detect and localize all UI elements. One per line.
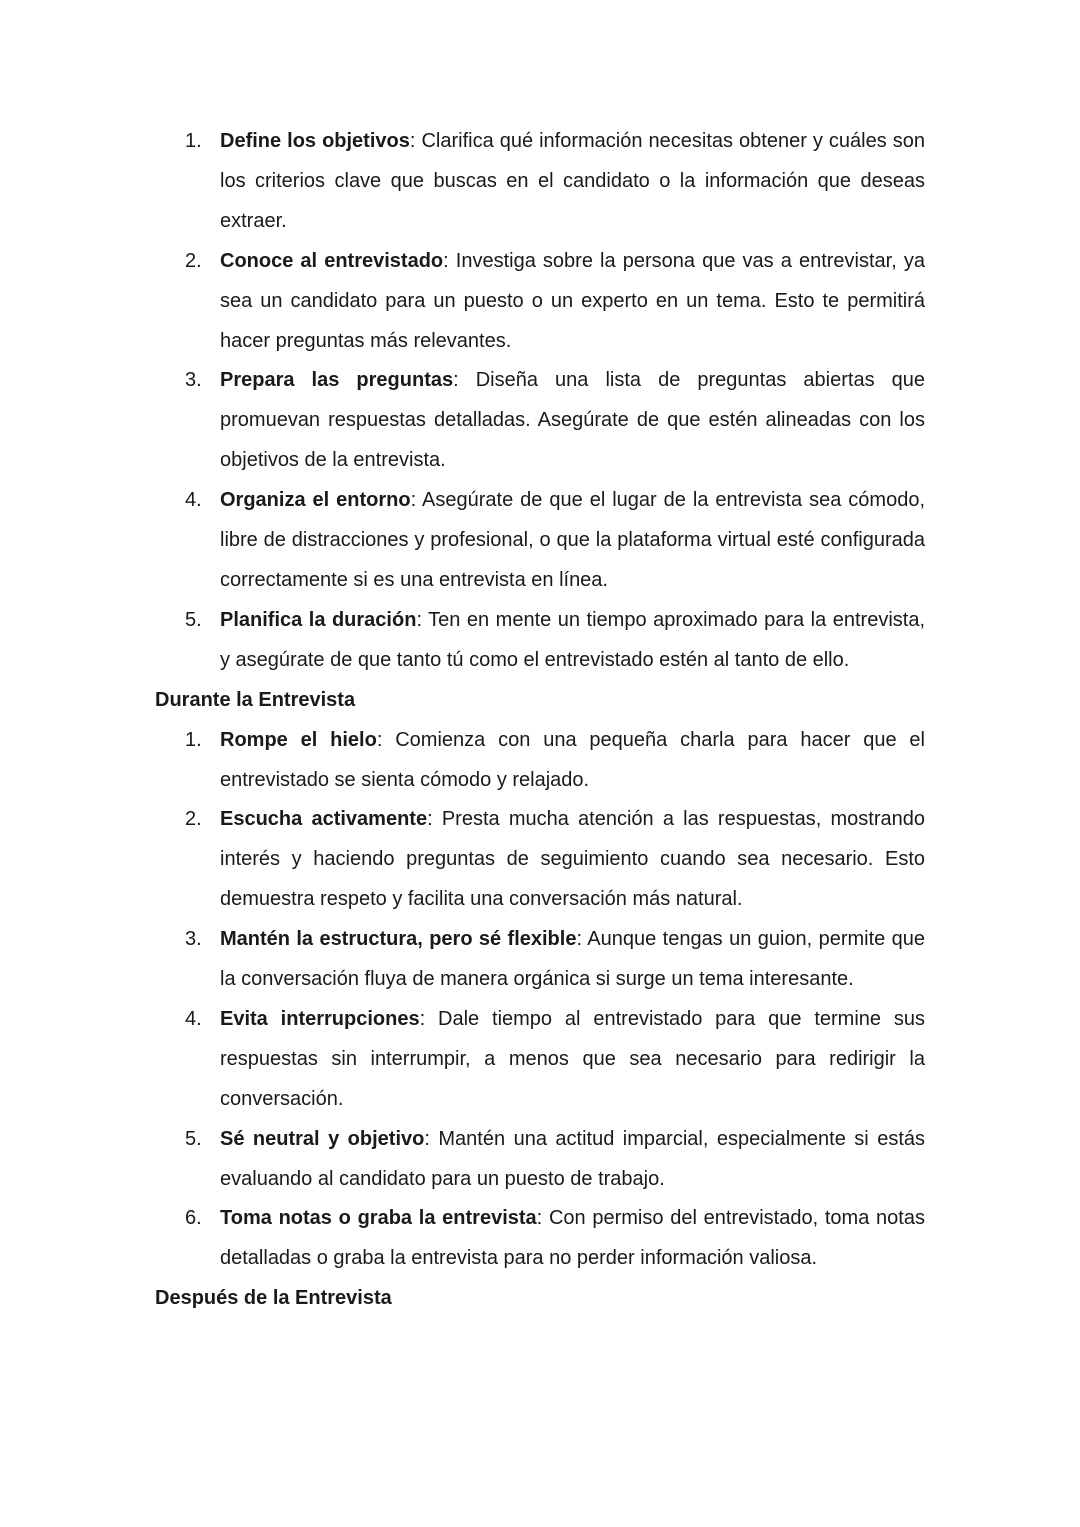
section-heading-despues: Después de la Entrevista xyxy=(155,1287,392,1310)
list-item-text: : Con permiso del entrevistado, toma notas detalladas o graba la entrevista para no perder información valiosa. xyxy=(220,1207,925,1270)
list-item-text: : Asegúrate de que el lugar de la entrevista sea cómodo, libre de distracciones y profesional, o que la plataforma virtual esté configurada correctamente si es una entrevista en línea. xyxy=(220,489,925,591)
list-item xyxy=(155,601,925,681)
list-number: 4. xyxy=(185,1007,202,1030)
list-item-text: : Comienza con una pequeña charla para hacer que el entrevistado se sienta cómodo y relajado. xyxy=(220,728,925,791)
list-item-term: Toma notas o graba la entrevista xyxy=(220,1207,537,1230)
list-number: 1. xyxy=(185,728,202,751)
list-item-text: : Investiga sobre la persona que vas a entrevistar, ya sea un candidato para un puesto o un experto en un tema. Esto te permitirá hacer preguntas más relevantes. xyxy=(220,249,926,352)
list-item-term: Mantén la estructura, pero sé flexible xyxy=(220,928,577,951)
list-number: 5. xyxy=(185,608,202,631)
list-item xyxy=(155,242,925,362)
list-item-term: Prepara las preguntas xyxy=(220,369,454,392)
list-item-text: : Dale tiempo al entrevistado para que termine sus respuestas sin interrumpir, a menos que sea necesario para redirigir la conversación. xyxy=(220,1007,925,1110)
document-body xyxy=(155,122,925,1319)
list-item-term: Conoce al entrevistado xyxy=(220,249,444,272)
list-number: 6. xyxy=(185,1207,202,1230)
section-heading-durante: Durante la Entrevista xyxy=(155,688,356,711)
during-list xyxy=(155,721,925,1280)
list-number: 5. xyxy=(185,1127,202,1150)
list-item xyxy=(155,1120,925,1200)
list-item-term: Evita interrupciones xyxy=(220,1007,420,1030)
list-number: 2. xyxy=(185,808,202,831)
list-number: 2. xyxy=(185,249,202,272)
list-item-text: : Aunque tengas un guion, permite que la conversación fluya de manera orgánica si surge un tema interesante. xyxy=(220,928,926,991)
list-item-term: Define los objetivos xyxy=(220,130,410,152)
list-item-term: Sé neutral y objetivo xyxy=(220,1127,425,1150)
list-item xyxy=(155,721,925,801)
list-item-text: : Presta mucha atención a las respuestas, mostrando interés y haciendo preguntas de seguimiento cuando sea necesario. Esto demuestra respeto y facilita una conversación más natural. xyxy=(220,808,925,911)
list-item-term: Rompe el hielo xyxy=(220,728,377,751)
list-number: 3. xyxy=(185,928,202,951)
list-item-text: : Diseña una lista de preguntas abiertas que promuevan respuestas detalladas. Asegúrate de que estén alineadas con los objetivos de la entrevista. xyxy=(220,369,926,472)
list-item xyxy=(155,920,925,1000)
list-item-text: : Clarifica qué información necesitas obtener y cuáles son los criterios clave que buscas en el candidato o la información que deseas extraer. xyxy=(220,130,925,232)
list-number: 1. xyxy=(185,130,202,152)
list-item xyxy=(155,800,925,920)
list-item xyxy=(155,122,925,242)
list-item xyxy=(155,1000,925,1120)
list-item xyxy=(155,361,925,481)
list-item-term: Organiza el entorno xyxy=(220,489,411,512)
list-item-term: Planifica la duración xyxy=(220,608,417,631)
list-item-term: Escucha activamente xyxy=(220,808,428,831)
list-item-text: : Mantén una actitud imparcial, especialmente si estás evaluando al candidato para un puesto de trabajo. xyxy=(220,1127,926,1190)
list-item xyxy=(155,481,925,601)
list-number: 3. xyxy=(185,369,202,392)
list-number: 4. xyxy=(185,489,202,512)
list-item xyxy=(155,1199,925,1279)
preparation-list xyxy=(155,122,925,681)
list-item-text: : Ten en mente un tiempo aproximado para la entrevista, y asegúrate de que tanto tú como el entrevistado estén al tanto de ello. xyxy=(220,608,926,671)
